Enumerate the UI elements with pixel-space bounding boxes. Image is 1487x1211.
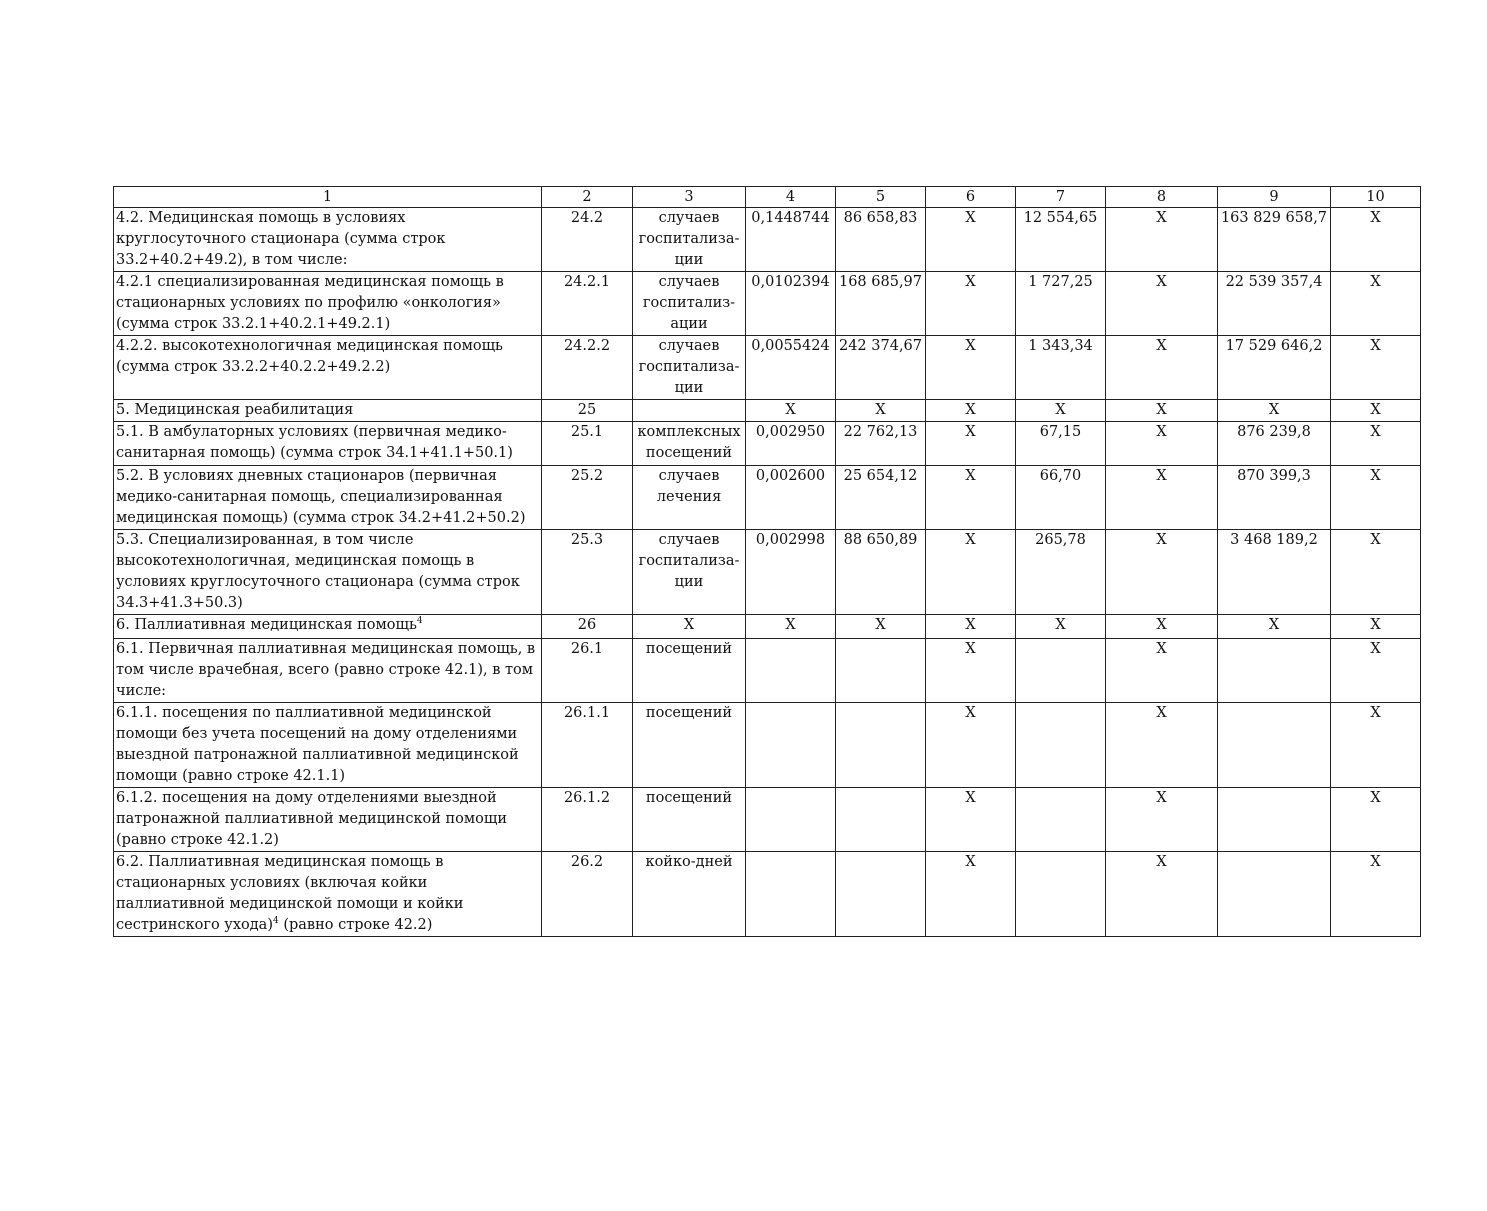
row-col8-cell: Х — [1106, 703, 1218, 788]
row-col8-cell: Х — [1106, 466, 1218, 530]
row-col7-cell: 265,78 — [1016, 530, 1106, 615]
row-col9-cell: 17 529 646,2 — [1218, 336, 1331, 400]
row-col5-cell: 22 762,13 — [836, 422, 926, 466]
row-name-text: 4.2.2. высокотехнологичная медицинская помощь (сумма строк 33.2.2+40.2.2+49.2.2) — [116, 338, 503, 375]
row-name-cell — [114, 615, 542, 639]
table-row — [114, 530, 1421, 615]
row-col9-cell: Х — [1218, 400, 1331, 422]
row-col6-cell: Х — [926, 615, 1016, 639]
row-col7-cell — [1016, 639, 1106, 703]
row-col4-cell: Х — [746, 400, 836, 422]
row-col4-cell: 0,0102394 — [746, 272, 836, 336]
row-code-cell: 24.2.2 — [542, 336, 633, 400]
data-table — [113, 186, 1421, 937]
footnote-marker: 4 — [416, 616, 423, 627]
table-row — [114, 208, 1421, 272]
header-cell: 10 — [1331, 187, 1421, 208]
row-col9-cell: 3 468 189,2 — [1218, 530, 1331, 615]
row-col10-cell: Х — [1331, 400, 1421, 422]
row-col10-cell: Х — [1331, 466, 1421, 530]
row-name-cell — [114, 639, 542, 703]
row-code-cell: 24.2.1 — [542, 272, 633, 336]
table-row — [114, 466, 1421, 530]
row-col10-cell: Х — [1331, 703, 1421, 788]
row-col5-cell — [836, 703, 926, 788]
row-col6-cell: Х — [926, 703, 1016, 788]
row-unit-cell: случаев госпитализа-ции — [633, 530, 746, 615]
row-name-cell — [114, 530, 542, 615]
row-col5-cell — [836, 852, 926, 937]
row-col7-cell: Х — [1016, 615, 1106, 639]
row-name-cell — [114, 788, 542, 852]
row-name-text: 4.2. Медицинская помощь в условиях круглосуточного стационара (сумма строк 33.2+40.2+49.2), в том числе: — [116, 210, 446, 268]
row-code-cell: 25.2 — [542, 466, 633, 530]
row-name-cell — [114, 400, 542, 422]
row-col6-cell: Х — [926, 788, 1016, 852]
row-col5-cell — [836, 788, 926, 852]
row-name-text: 6.2. Паллиативная медицинская помощь в стационарных условиях (включая койки паллиативной медицинской помощи и койки сестринского ухода) — [116, 854, 464, 933]
row-col7-cell: 12 554,65 — [1016, 208, 1106, 272]
row-col8-cell: Х — [1106, 639, 1218, 703]
header-cell: 1 — [114, 187, 542, 208]
header-cell: 8 — [1106, 187, 1218, 208]
row-col10-cell: Х — [1331, 336, 1421, 400]
row-col6-cell: Х — [926, 336, 1016, 400]
row-code-cell: 26.1.1 — [542, 703, 633, 788]
header-cell: 9 — [1218, 187, 1331, 208]
row-unit-cell: комплексных посещений — [633, 422, 746, 466]
table-row — [114, 272, 1421, 336]
row-code-cell: 26.1.2 — [542, 788, 633, 852]
row-col7-cell: 1 343,34 — [1016, 336, 1106, 400]
row-col4-cell — [746, 703, 836, 788]
row-name-cell — [114, 466, 542, 530]
row-unit-cell: посещений — [633, 703, 746, 788]
row-col9-cell: 876 239,8 — [1218, 422, 1331, 466]
header-cell: 3 — [633, 187, 746, 208]
row-name-cell — [114, 208, 542, 272]
row-col6-cell: Х — [926, 422, 1016, 466]
row-name-text: 5. Медицинская реабилитация — [116, 402, 354, 418]
row-col9-cell — [1218, 703, 1331, 788]
row-col10-cell: Х — [1331, 530, 1421, 615]
row-col7-cell: 67,15 — [1016, 422, 1106, 466]
row-col6-cell: Х — [926, 208, 1016, 272]
header-cell: 2 — [542, 187, 633, 208]
row-name-text: 6.1. Первичная паллиативная медицинская помощь, в том числе врачебная, всего (равно строке 42.1), в том числе: — [116, 641, 536, 699]
row-col5-cell: 168 685,97 — [836, 272, 926, 336]
row-col10-cell: Х — [1331, 272, 1421, 336]
table-row — [114, 422, 1421, 466]
row-col8-cell: Х — [1106, 272, 1218, 336]
table-row — [114, 788, 1421, 852]
row-code-cell: 24.2 — [542, 208, 633, 272]
row-col6-cell: Х — [926, 530, 1016, 615]
row-col9-cell: Х — [1218, 615, 1331, 639]
table-row — [114, 852, 1421, 937]
row-col5-cell: Х — [836, 400, 926, 422]
row-code-cell: 25 — [542, 400, 633, 422]
row-col7-cell: Х — [1016, 400, 1106, 422]
row-col4-cell: 0,1448744 — [746, 208, 836, 272]
row-col4-cell — [746, 852, 836, 937]
footnote-marker: 4 — [272, 916, 279, 927]
row-col5-cell — [836, 639, 926, 703]
row-unit-cell — [633, 400, 746, 422]
row-col4-cell — [746, 788, 836, 852]
row-name-cell — [114, 272, 542, 336]
row-col8-cell: Х — [1106, 530, 1218, 615]
row-col5-cell: 25 654,12 — [836, 466, 926, 530]
row-col5-cell: 242 374,67 — [836, 336, 926, 400]
row-unit-cell: посещений — [633, 788, 746, 852]
table-row — [114, 400, 1421, 422]
row-col7-cell — [1016, 788, 1106, 852]
row-col10-cell: Х — [1331, 788, 1421, 852]
row-name-text: 4.2.1 специализированная медицинская помощь в стационарных условиях по профилю «онкология» (сумма строк 33.2.1+40.2.1+49.2.1) — [116, 274, 504, 332]
row-col6-cell: Х — [926, 466, 1016, 530]
row-name-text: 5.1. В амбулаторных условиях (первичная медико-санитарная помощь) (сумма строк 34.1+41.1+50.1) — [116, 424, 513, 461]
row-col9-cell: 163 829 658,7 — [1218, 208, 1331, 272]
row-col10-cell: Х — [1331, 852, 1421, 937]
row-col10-cell: Х — [1331, 615, 1421, 639]
header-cell: 4 — [746, 187, 836, 208]
row-col7-cell — [1016, 703, 1106, 788]
row-code-cell: 25.3 — [542, 530, 633, 615]
row-col4-cell: 0,002600 — [746, 466, 836, 530]
row-col8-cell: Х — [1106, 615, 1218, 639]
row-col9-cell — [1218, 639, 1331, 703]
row-name-text: 6.1.2. посещения на дому отделениями выездной патронажной паллиативной медицинской помощи (равно строке 42.1.2) — [116, 790, 508, 848]
row-col7-cell — [1016, 852, 1106, 937]
row-unit-cell: случаев госпитализа-ции — [633, 336, 746, 400]
row-col4-cell: 0,002998 — [746, 530, 836, 615]
row-col9-cell: 22 539 357,4 — [1218, 272, 1331, 336]
row-col6-cell: Х — [926, 272, 1016, 336]
row-unit-cell: Х — [633, 615, 746, 639]
row-unit-cell: случаев госпитализа-ции — [633, 208, 746, 272]
row-unit-cell: койко-дней — [633, 852, 746, 937]
row-col5-cell: Х — [836, 615, 926, 639]
table-row — [114, 703, 1421, 788]
row-col8-cell: Х — [1106, 208, 1218, 272]
row-name-text: 5.2. В условиях дневных стационаров (первичная медико-санитарная помощь, специализированная медицинская помощь) (сумма строк 34.2+41.2+50.2) — [116, 468, 526, 526]
row-col5-cell: 88 650,89 — [836, 530, 926, 615]
table-row — [114, 336, 1421, 400]
row-col9-cell — [1218, 852, 1331, 937]
row-col4-cell — [746, 639, 836, 703]
row-col9-cell — [1218, 788, 1331, 852]
row-name-tail: (равно строке 42.2) — [278, 917, 433, 933]
row-col10-cell: Х — [1331, 208, 1421, 272]
header-row — [114, 187, 1421, 208]
row-name-text: 6. Паллиативная медицинская помощь — [116, 617, 417, 633]
row-col4-cell: 0,0055424 — [746, 336, 836, 400]
row-unit-cell: случаев госпитализ-ации — [633, 272, 746, 336]
row-unit-cell: посещений — [633, 639, 746, 703]
row-col8-cell: Х — [1106, 400, 1218, 422]
header-cell: 7 — [1016, 187, 1106, 208]
row-col10-cell: Х — [1331, 422, 1421, 466]
row-col8-cell: Х — [1106, 788, 1218, 852]
row-col7-cell: 66,70 — [1016, 466, 1106, 530]
header-cell: 6 — [926, 187, 1016, 208]
table-row — [114, 639, 1421, 703]
row-col8-cell: Х — [1106, 852, 1218, 937]
row-col6-cell: Х — [926, 852, 1016, 937]
row-col8-cell: Х — [1106, 336, 1218, 400]
row-name-text: 6.1.1. посещения по паллиативной медицинской помощи без учета посещений на дому отделениями выездной патронажной паллиативной медицинской помощи (равно строке 42.1.1) — [116, 705, 519, 784]
row-col8-cell: Х — [1106, 422, 1218, 466]
header-cell: 5 — [836, 187, 926, 208]
row-col9-cell: 870 399,3 — [1218, 466, 1331, 530]
row-code-cell: 26 — [542, 615, 633, 639]
row-name-cell — [114, 422, 542, 466]
table-row — [114, 615, 1421, 639]
row-code-cell: 25.1 — [542, 422, 633, 466]
row-name-text: 5.3. Специализированная, в том числе высокотехнологичная, медицинская помощь в условиях круглосуточного стационара (сумма строк 34.3+41.3+50.3) — [116, 532, 520, 611]
row-name-cell — [114, 703, 542, 788]
row-col4-cell: Х — [746, 615, 836, 639]
row-code-cell: 26.2 — [542, 852, 633, 937]
row-name-cell — [114, 336, 542, 400]
row-name-cell — [114, 852, 542, 937]
row-col5-cell: 86 658,83 — [836, 208, 926, 272]
row-code-cell: 26.1 — [542, 639, 633, 703]
row-col10-cell: Х — [1331, 639, 1421, 703]
row-col6-cell: Х — [926, 639, 1016, 703]
row-col4-cell: 0,002950 — [746, 422, 836, 466]
row-col6-cell: Х — [926, 400, 1016, 422]
row-col7-cell: 1 727,25 — [1016, 272, 1106, 336]
row-unit-cell: случаев лечения — [633, 466, 746, 530]
